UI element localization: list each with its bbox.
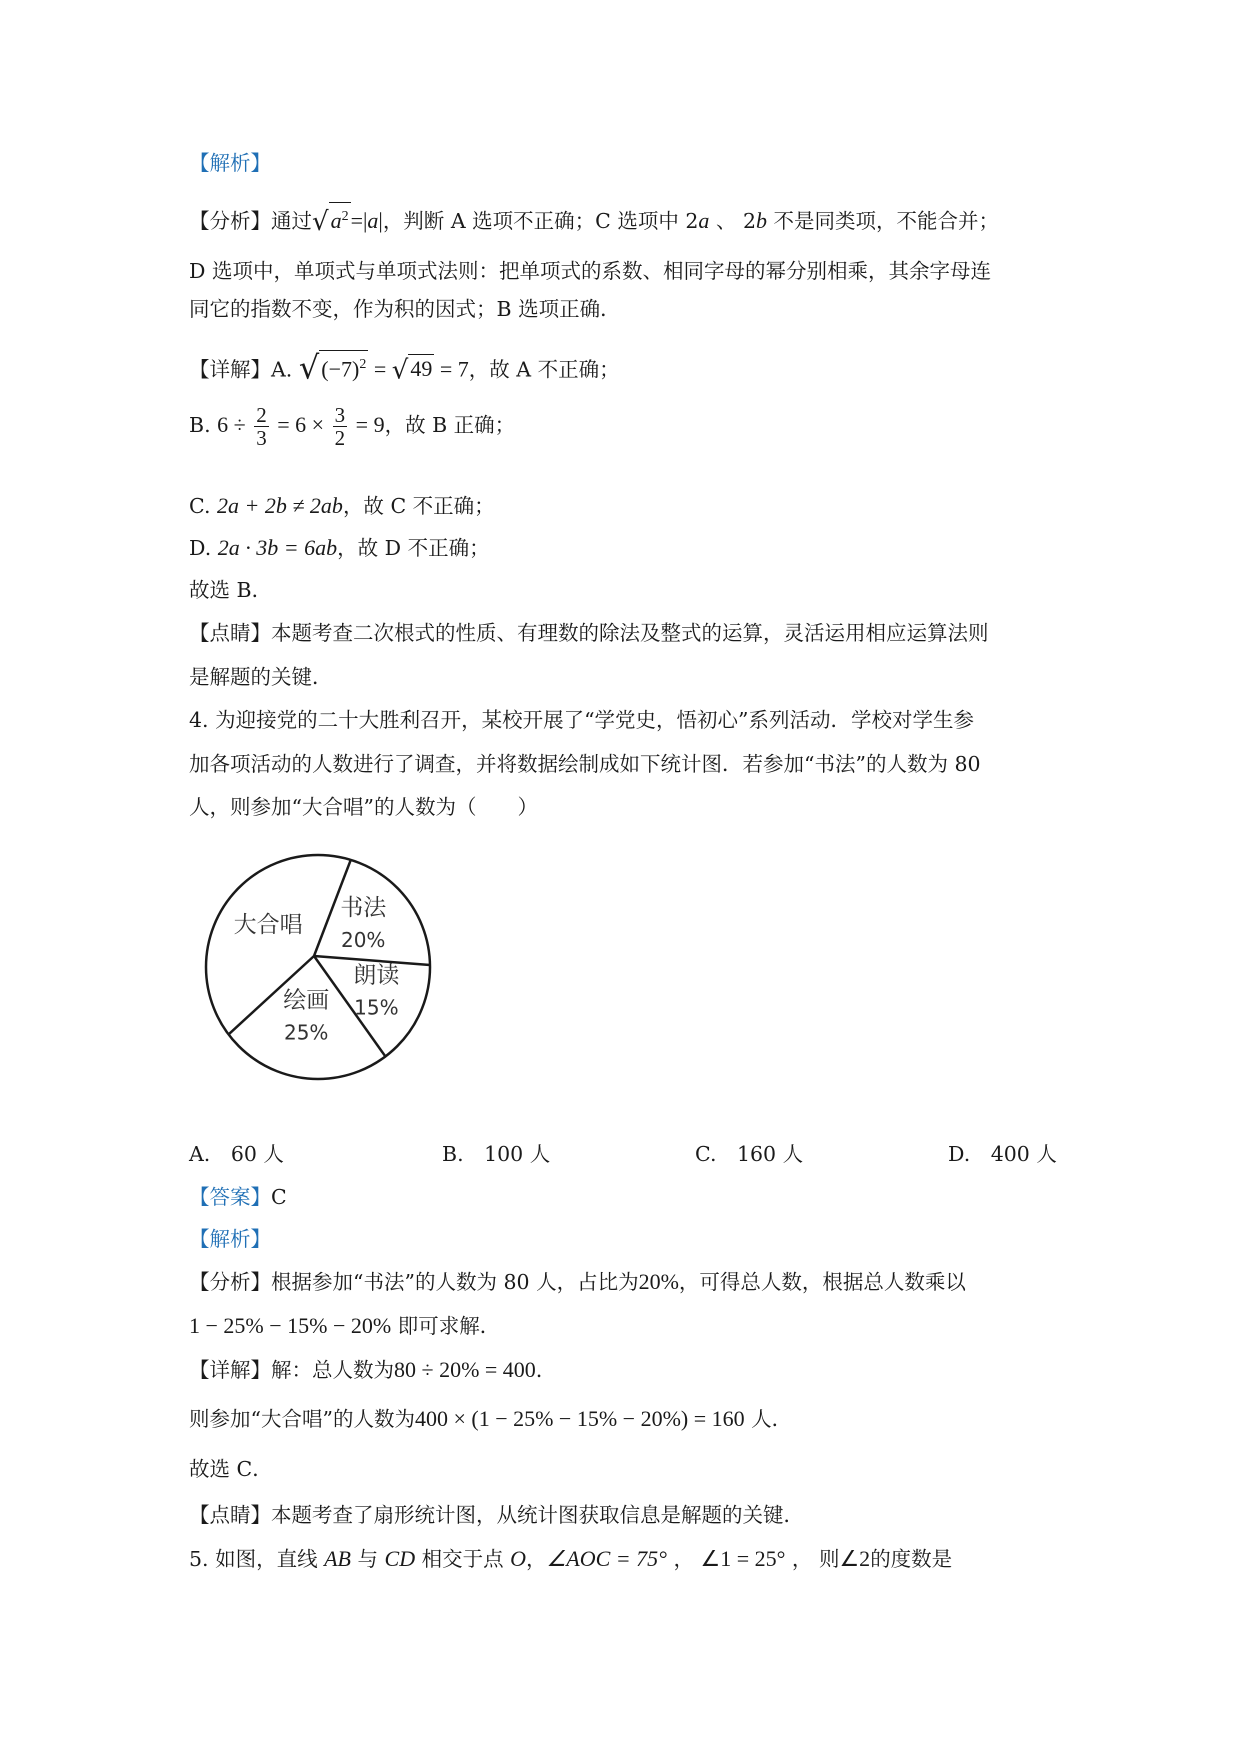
analysis-line-1 [189,202,999,236]
numerator: 3 [334,403,346,427]
var-a-2: a [698,207,710,233]
formula-chorus: 400 × (1 − 25% − 15% − 20%) = 160 [414,1406,745,1431]
option-b-verdict: ，故 B 正确； [384,413,516,437]
conclusion-2: 故选 C． [189,1457,273,1481]
comment-2-label: 【点睛】 [189,1503,271,1527]
denominator: 3 [256,426,267,450]
option-a-label: A. [271,357,293,382]
detail-label: 【详解】 [189,357,271,382]
sqrt-symbol-2: √ [391,355,409,386]
comment-2-line-1 [189,1501,804,1529]
slice-value-1: 20% [340,927,386,952]
comment-text: 本题考查二次根式的性质、有理数的除法及整式的运算，灵活运用相应运算法则 [271,621,989,645]
analysis-text-b: ，判断 A 选项不正确；C 选项中 2 [382,208,699,233]
exponent: 2 [359,357,367,372]
var-a: a [330,207,342,233]
option-c-label: C. [189,494,211,518]
var-b: b [756,207,767,233]
abs-close: | [378,207,383,233]
abs-open: | [363,207,368,233]
slice-label-1: 书法 [340,894,387,921]
sqrt-a-squared [329,202,351,235]
sqrt-symbol: √ [298,348,320,387]
analysis-heading [189,149,271,177]
denominator: 2 [334,426,346,450]
comment-line-2: 是解题的关键． [189,665,333,689]
exponent: 2 [341,209,349,224]
analysis-line-2: D 选项中，单项式与单项式法则：把单项式的系数、相同字母的幂分别相乘，其余字母连 [189,259,991,283]
slice-value-3: 25% [283,1020,329,1045]
detail-b-line [189,402,515,449]
angle-1: ∠1 = 25° [700,1546,786,1571]
analysis-text-a: 通过 [271,208,312,233]
slice-value-2: 15% [354,995,399,1020]
analysis-tag: 【解析】 [189,151,271,175]
analysis-2-text-a: 根据参加“书法”的人数为 80 人，占比为 [271,1270,639,1294]
detail-2-line-2 [189,1405,792,1433]
detail-c-line [189,492,495,520]
inner-expression: (−7) [321,356,360,382]
option-b-label: B. [189,413,211,437]
choice-c[interactable]: C. 160 人 [695,1142,804,1166]
q5-prefix: 5. 如图，直线 [189,1547,318,1571]
fraction-two-thirds [254,404,269,449]
option-d-verdict: ，故 D 不正确； [337,536,490,560]
point-o: O [510,1546,527,1571]
formula-total: 80 ÷ 20% = 400 [394,1357,536,1382]
q5-text-4: ， [666,1547,701,1571]
detail-a-line [189,348,620,387]
formula-c: 2a + 2b ≠ 2ab [217,493,343,518]
option-a-verdict: ，故 A 不正确； [468,357,620,382]
six-divide: 6 ÷ [217,412,246,437]
comment-label: 【点睛】 [189,621,271,645]
slice-label-4: 大合唱 [233,911,303,938]
comment-line-1 [189,619,989,647]
choice-a[interactable]: A. 60 人 [189,1142,284,1166]
line-cd: CD [384,1546,416,1571]
option-c-verdict: ，故 C 不正确； [342,494,495,518]
sqrt-49: 49 [410,356,433,382]
detail-2-text-d: 人． [744,1407,793,1431]
detail-d-line [189,534,490,562]
detail-2-text-c: 则参加“大合唱”的人数为 [189,1407,415,1431]
question-4-line-2: 加各项活动的人数进行了调查，并将数据绘制成如下统计图．若参加“书法”的人数为 80 [189,752,981,776]
result: = 7 [434,356,469,382]
pie-chart [196,845,441,1090]
analysis-text-c: 、 2 [709,208,756,233]
choice-d[interactable]: D. 400 人 [948,1142,1057,1166]
equals: = [368,356,392,382]
q5-text-3: ， [526,1547,547,1571]
answer-value: C [271,1185,287,1209]
numerator: 2 [256,403,267,427]
question-4-line-3: 人，则参加“大合唱”的人数为（ ） [189,795,538,819]
answer-line [189,1183,287,1211]
formula-remaining-percent: 1 − 25% − 15% − 20% [189,1313,392,1338]
analysis-2-text-c: 即可求解． [391,1314,501,1338]
analysis-2-text-b: ，可得总人数，根据总人数乘以 [678,1270,966,1294]
sqrt-symbol: √ [312,206,329,237]
detail-2-line-1 [189,1356,556,1384]
analysis-line-3: 同它的指数不变，作为积的因式；B 选项正确． [189,297,621,321]
question-5-line [189,1545,952,1573]
angle-aoc: ∠AOC = 75° [546,1546,667,1571]
analysis-2-line-2 [189,1312,500,1340]
percent-20: 20% [638,1269,679,1294]
times: = 6 × [277,412,325,437]
analysis-2-label: 【分析】 [189,1270,271,1294]
analysis-2-line-1 [189,1268,966,1296]
analysis-heading-2 [189,1225,271,1253]
question-4-line-1: 4. 为迎接党的二十大胜利召开，某校开展了“学党史，悟初心”系列活动．学校对学生参 [189,708,975,732]
fraction-three-halves [333,404,348,449]
analysis-tag-2: 【解析】 [189,1227,271,1251]
angle-2: ∠2 [839,1546,871,1571]
equals: = [350,207,363,233]
result: = 9 [355,412,385,437]
answer-tag: 【答案】 [189,1185,271,1209]
analysis-text-d: 不是同类项，不能合并； [767,208,1000,233]
q5-suffix: 的度数是 [870,1547,953,1571]
option-d-label: D. [189,536,212,560]
formula-d: 2a · 3b = 6ab [217,535,338,560]
sqrt-neg7-squared [319,350,368,383]
analysis-label: 【分析】 [189,208,271,233]
conclusion-1: 故选 B． [189,578,273,602]
line-ab: AB [324,1546,351,1571]
q5-text-1: 与 [351,1547,385,1571]
slice-label-3: 绘画 [283,987,330,1014]
detail-2-text-a: 解：总人数为 [271,1358,394,1382]
q5-text-5: ， 则 [785,1547,840,1571]
choice-b[interactable]: B. 100 人 [442,1142,551,1166]
q5-text-2: 相交于点 [415,1547,511,1571]
detail-2-label: 【详解】 [189,1358,271,1382]
slice-label-2: 朗读 [353,962,400,989]
detail-2-text-b: ． [535,1358,557,1382]
comment-2-text: 本题考查了扇形统计图，从统计图获取信息是解题的关键． [271,1503,804,1527]
abs-var: a [367,207,379,233]
